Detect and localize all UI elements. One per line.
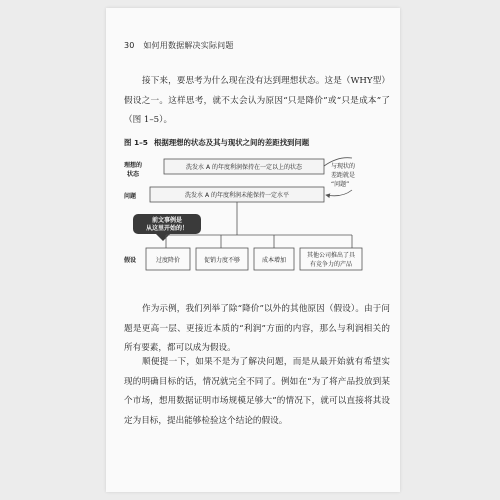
- callout-text-2: 从这里开始的！: [145, 225, 189, 232]
- gap-note-2: 差距就是: [331, 172, 356, 179]
- ideal-state-text: 洗发水 A 的年度利润保持在一定以上的状态: [186, 164, 302, 171]
- gap-note-1: 与现状的: [331, 163, 356, 170]
- figure-title: 根据理想的状态及其与现状之间的差距找到问题: [153, 138, 310, 147]
- hypothesis-text: 过度降价: [155, 257, 181, 264]
- figure-number: 图 1–5: [124, 138, 148, 147]
- hypothesis-text: 促销力度不够: [203, 257, 241, 264]
- book-page: [106, 8, 400, 492]
- gap-arrow: [326, 190, 352, 196]
- hypothesis-text-4a: 其他公司推出了具: [306, 252, 356, 259]
- paragraph-aside: 顺便提一下，如果不是为了解决问题，而是从最开始就有希望实现的明确目标的话，情况就完全不同了。例如在“为了将产品投放到某个市场，想用数据证明市场规模足够大”的情况下，就可以直接将其设定为目标，提出能够检验这个结论的假设。: [124, 357, 390, 426]
- page-number: 30: [124, 41, 135, 50]
- problem-text: 洗发水 A 的年度利润未能保持一定水平: [185, 192, 289, 199]
- gap-note-3: “问题”: [331, 181, 350, 188]
- paragraph-examples: 作为示例，我们列举了除“降价”以外的其他原因（假设）。由于问题是更高一层、更接近本质的“利润”方面的内容，那么与利润相关的所有要素，都可以成为假设。: [124, 304, 390, 353]
- callout-text-1: 前文事例是: [151, 217, 183, 224]
- ideal-state-label-1: 理想的: [124, 162, 143, 169]
- ideal-state-label-2: 状态: [127, 171, 140, 178]
- problem-label: 问题: [124, 193, 137, 200]
- hypothesis-text-4b: 有竞争力的产品: [309, 261, 353, 268]
- running-title: 如何用数据解决实际问题: [143, 41, 234, 50]
- hypothesis-text: 成本增加: [261, 257, 287, 264]
- hypothesis-label: 假设: [124, 257, 137, 264]
- paragraph-intro: 接下来，要思考为什么现在没有达到理想状态。这是（WHY型）假设之一。这样思考，就不太会认为原因“只是降价”或“只是成本”了（图 1–5）。: [124, 76, 390, 125]
